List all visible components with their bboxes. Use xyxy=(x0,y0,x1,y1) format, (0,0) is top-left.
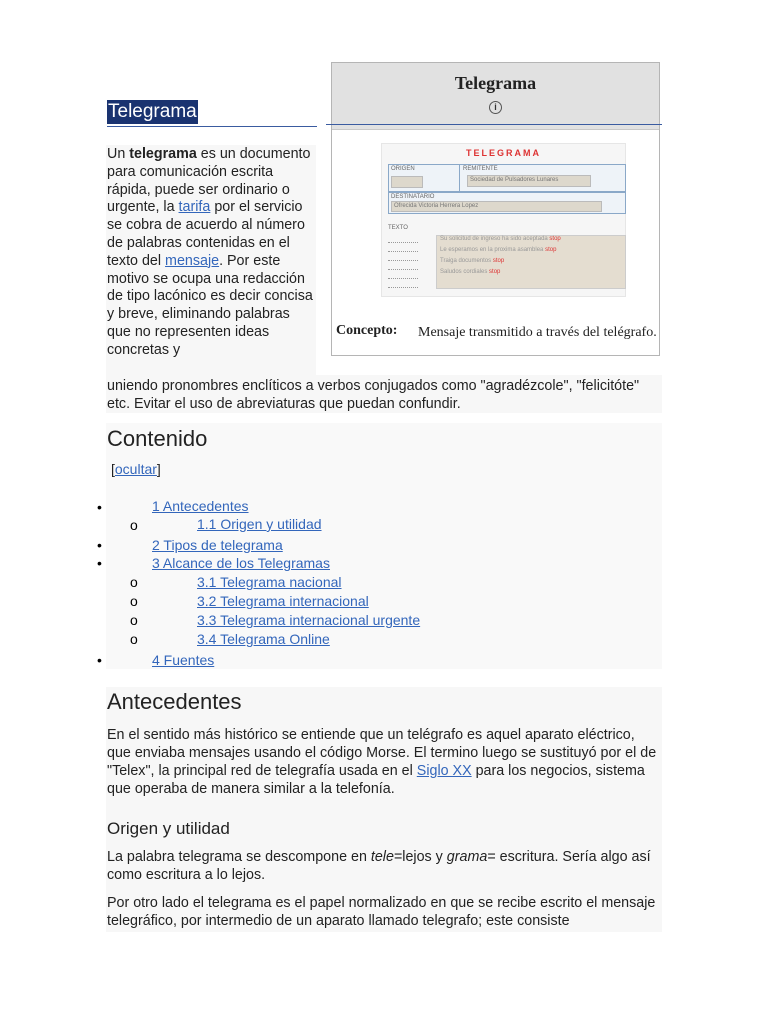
telegram-msg-line: Saludos cordiales stop xyxy=(440,269,501,275)
toc-sub-bullet: o xyxy=(130,574,138,590)
toc-item-nacional[interactable]: 3.1 Telegrama nacional xyxy=(197,574,342,590)
emphasis-tele: tele xyxy=(370,849,394,865)
telegram-form-sender-label: REMITENTE xyxy=(463,166,498,172)
infobox-title: Telegrama xyxy=(454,73,537,93)
toc-item-internacional[interactable]: 3.2 Telegrama internacional xyxy=(197,593,369,609)
concepto-value: Mensaje transmitido a través del telégrafo. xyxy=(418,325,657,340)
intro-text: Un xyxy=(107,146,130,162)
toc-title: Contenido xyxy=(107,426,208,451)
telegram-form-message xyxy=(436,235,626,289)
telegram-form-recipient-value: Ofrecida Victoria Herrera Lopez xyxy=(391,201,602,212)
intro-bold-term: telegrama xyxy=(129,146,197,162)
link-mensaje[interactable]: mensaje xyxy=(165,252,220,269)
intro-text: por el servicio se cobra de acuerdo al número de palabras contenidas en el texto del xyxy=(107,199,305,269)
intro-paragraph xyxy=(107,146,317,360)
toc-sub-bullet: o xyxy=(130,593,138,609)
intro-text: . Por este motivo se ocupa una redacción de tipo lacónico es decir concisa y breve, eliminando palabras que no representen ideas concretas y xyxy=(107,252,313,358)
link-tarifa[interactable]: tarifa xyxy=(178,199,211,216)
infobox xyxy=(331,62,660,356)
telegram-msg-line: Le esperamos en la proxima asamblea stop xyxy=(440,247,557,253)
telegram-form-row-recipient xyxy=(388,192,626,214)
intro-text: es un documento para comunicación escrita rápida, puede ser ordinario o urgente, la xyxy=(107,146,311,216)
paragraph-text: = escritura. Sería algo así como escritura a lo lejos. xyxy=(107,849,651,883)
subsection-heading-origen: Origen y utilidad xyxy=(107,819,230,838)
toc-item-internacional-urgente[interactable]: 3.3 Telegrama internacional urgente xyxy=(197,612,421,628)
toc-sub-bullet: o xyxy=(130,517,138,533)
paragraph-text: para los negocios, sistema que operaba de manera similar a la telefonía. xyxy=(107,763,645,797)
table-of-contents xyxy=(97,423,662,669)
telegram-form-recipient-label: DESTINATARIO xyxy=(391,194,435,200)
page-title-wrap xyxy=(107,100,317,127)
concepto-label: Concepto: xyxy=(336,323,398,338)
toc-item-online[interactable]: 3.4 Telegrama Online xyxy=(197,631,330,647)
intro-paragraph-end: uniendo pronombres enclíticos a verbos conjugados como "agradézcole", "felicitóte" etc. Evitar el uso de abreviaturas que puedan confundir. xyxy=(107,378,640,412)
toc-item-tipos[interactable]: 2 Tipos de telegrama xyxy=(152,537,283,553)
link-siglo-xx[interactable]: Siglo XX xyxy=(416,763,472,779)
toc-sub-bullet: o xyxy=(130,612,138,628)
toc-bullet: • xyxy=(97,499,102,515)
section-heading-antecedentes: Antecedentes xyxy=(107,689,242,714)
toc-bullet: • xyxy=(97,537,102,553)
toc-item-fuentes[interactable]: 4 Fuentes xyxy=(152,652,215,668)
toc-sub-bullet: o xyxy=(130,631,138,647)
telegram-form-sender-cell xyxy=(461,165,623,191)
section-antecedentes xyxy=(106,687,662,932)
toc-bullet: • xyxy=(97,652,102,668)
telegram-form-text-label: TEXTO xyxy=(388,225,408,231)
telegram-form-image xyxy=(381,143,626,297)
infobox-header xyxy=(332,63,659,130)
paragraph-text: La palabra telegrama se descompone en xyxy=(107,849,371,865)
telegram-form-origin-cell xyxy=(389,165,460,191)
origen-paragraph xyxy=(107,848,660,884)
emphasis-grama: grama xyxy=(446,849,488,865)
toc-item-antecedentes[interactable]: 1 Antecedentes xyxy=(152,498,249,514)
telegram-form-origin-label: ORIGEN xyxy=(391,166,415,172)
toc-item-alcance[interactable]: 3 Alcance de los Telegramas xyxy=(152,555,330,571)
toc-bullet: • xyxy=(97,555,102,571)
telegram-form-origin-box xyxy=(391,176,423,188)
telegram-form-sender-value: Sociedad de Pulsadores Lunares xyxy=(467,175,591,187)
telegram-msg-line: Traiga documentos stop xyxy=(440,258,505,264)
telegram-form-lines xyxy=(388,234,418,288)
paragraph-text: =lejos y xyxy=(393,849,447,865)
telegram-form-row-origin xyxy=(388,164,626,192)
toc-hide-link[interactable]: ocultar xyxy=(114,461,157,477)
title-rule xyxy=(326,124,662,125)
telegram-msg-line: Su solicitud de ingreso ha sido aceptada stop xyxy=(440,236,561,242)
toc-toggle: [ocultar] xyxy=(111,461,161,477)
origen-paragraph-2: Por otro lado el telegrama es el papel normalizado en que se recibe escrito el mensaje telegráfico, por intermedio de un aparato llamado telegrafo; este consiste xyxy=(107,895,656,929)
antecedentes-paragraph xyxy=(107,726,660,798)
info-icon[interactable]: i xyxy=(489,101,502,114)
telegram-form-heading: TELEGRAMA xyxy=(466,148,541,158)
toc-item-origen[interactable]: 1.1 Origen y utilidad xyxy=(197,516,322,532)
page-title: Telegrama xyxy=(108,101,197,122)
paragraph-text: En el sentido más histórico se entiende que un telégrafo es aquel aparato eléctrico, que enviaba mensajes usando el código Morse. El termino luego se sustituyó por el de "Telex", la principal red de telegrafía usada en el xyxy=(107,727,657,779)
